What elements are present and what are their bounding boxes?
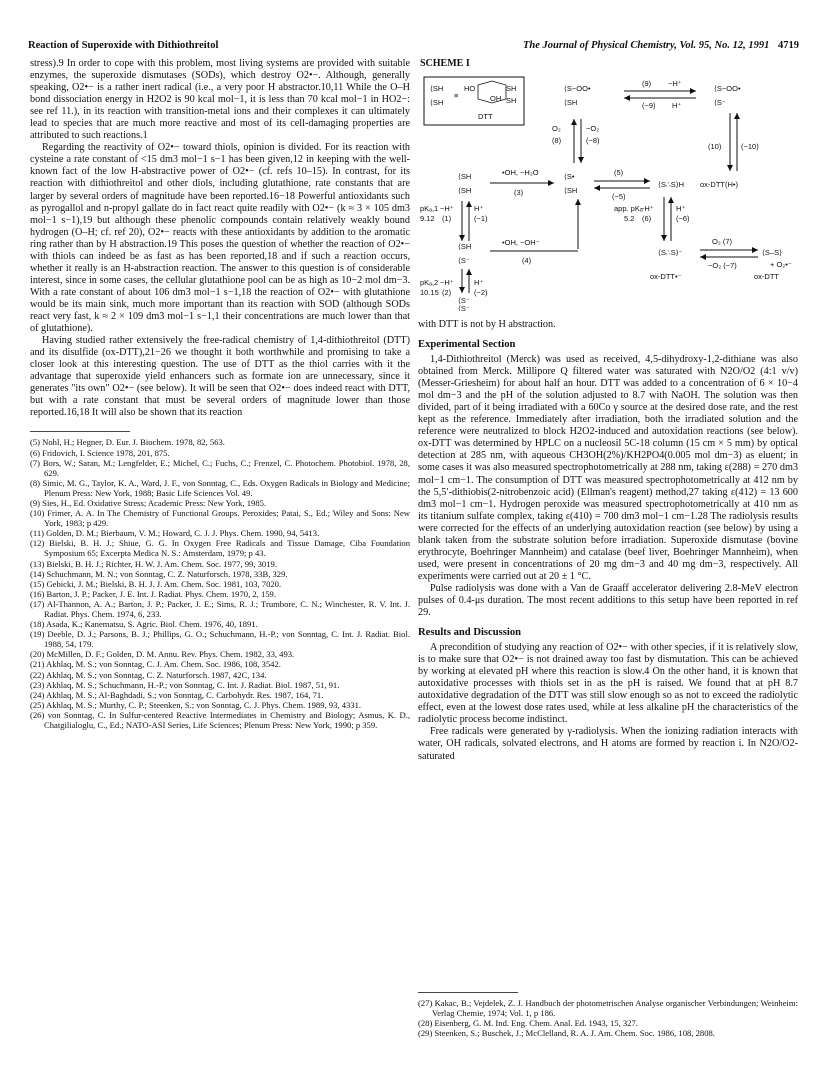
reference-list-right-container [418, 992, 798, 1038]
reference-item: (29) Steenken, S.; Buschek, J.; McClelland, R. A. J. Am. Chem. Soc. 1986, 108, 2808. [418, 1028, 715, 1039]
species-dtt-monoanion-2: ⟨S⁻ [458, 256, 470, 265]
species-oxdtt-h: ⟨S∴S⟩H [658, 180, 685, 189]
svg-text:O₂ (7): O₂ (7) [712, 237, 732, 246]
species-soo-s: ⟨S−OO• [714, 84, 741, 93]
paragraph-scheme-continued: with DTT is not by H abstraction. [418, 319, 556, 330]
reference-item: (10) Frimer, A. A. In The Chemistry of Functional Groups. Peroxides; Patai, S., Ed.; Wiley and Sons: New York, 1983; p 429. [30, 508, 410, 529]
footnote-divider [30, 431, 130, 432]
dtt-ring-sh1: SH [506, 84, 517, 93]
svg-text:(4): (4) [522, 256, 532, 265]
reference-item: (22) Akhlaq, M. S.; von Sonntag, C. Z. Naturforsch. 1987, 42C, 134. [30, 669, 267, 680]
svg-text:−O₂ (−7): −O₂ (−7) [708, 261, 737, 270]
svg-text:(−8): (−8) [586, 136, 600, 145]
svg-text:(−5): (−5) [612, 192, 626, 201]
reference-item: (17) Al-Thannon, A. A.; Barton, J. P.; Packer, J. E.; Sims, R. J.; Trumbore, C. N.; Winchester, R. V. Int. J. Radiat. Phys. Chem. 1974, 6, 233. [30, 598, 410, 619]
svg-text:ox-DTT: ox-DTT [754, 272, 779, 281]
paragraph-experimental-2: Pulse radiolysis was done with a Van de Graaff accelerator delivering 2.8-MeV electron pulses of 0.4-μs duration. The most recent additions to this setup have been reported in ref 29. [418, 582, 798, 619]
svg-text:(−9): (−9) [642, 101, 656, 110]
reference-item: (26) von Sonntag, C. In Sulfur-centered Reactive Intermediates in Chemistry and Biology; Asmus, K. D., Chatgilialoglu, C., Ed.; NATO-ASI Series, Life Sciences; Plenum Press: New York, 1990; p 359. [30, 709, 410, 731]
journal-citation: The Journal of Physical Chemistry, Vol. 95, No. 12, 1991 [522, 40, 770, 51]
reference-item: (5) Nohl, H.; Hegner, D. Eur. J. Biochem. 1978, 82, 563. [30, 437, 225, 448]
species-dtt-neutral: ⟨SH [458, 172, 472, 181]
reference-item: (28) Eisenberg, G. M. Ind. Eng. Chem. Anal. Ed. 1943, 15, 327. [418, 1018, 638, 1029]
species-soo-sh: ⟨S−OO• [564, 84, 591, 93]
svg-text:(1): (1) [442, 214, 452, 223]
dtt-ring-oh: OH [490, 94, 502, 103]
species-soo-sh-2: ⟨SH [564, 98, 578, 107]
reference-item: (15) Gebicki, J. M.; Bielski, B. H. J. J. Am. Chem. Soc. 1981, 103, 7020. [30, 578, 282, 589]
svg-text:app. pKₐ: app. pKₐ [614, 204, 643, 213]
footnote-divider [418, 992, 518, 993]
species-dtt-monoanion: ⟨SH [458, 242, 472, 251]
svg-text:O₂: O₂ [552, 124, 561, 133]
scheme-title: SCHEME I [420, 58, 470, 69]
reference-item: (25) Akhlaq, M. S.; Murthy, C. P.; Steenken, S.; von Sonntag, C. J. Phys. Chem. 1989, 93, 4331. [30, 699, 362, 710]
paragraph-thiol-reactivity: Regarding the reactivity of O2•− toward thiols, opinion is divided. For its reaction with cysteine a rate constant of <15 dm3 mol−1 s−1 has been given,12 in keeping with the well-known fact of the low H-abstractive power of O2•− (cf. refs 10–15). In contrast, for its reaction with dithiothreitol and other diols, including glutathione, rate constants that are larger by several orders of magnitude have been reported.16−18 Powerful antioxidants such as pyrogallol and n-propyl gallate do in fact react quite readily with O2•− (k ≈ 3 × 105 dm3 mol−1 s−1),19 but although these phenolic compounds contain relatively weakly bound hydrogen (O–H; cf. ref 20), O2•− reacts with these antioxidants by addition to the aromatic ring rather than by H abstraction.19 This poses the question of whether the reaction of O2•− with thiols can indeed be as fast as has been reported,18 and if such a reaction occurs, whether it really is an H-abstraction reaction. The answer to this question is of considerable interest, since in some cases, the cellular glutathione pool can be as high as 10−2 mol dm−3. With a rate constant of about 106 dm3 mol−1 s−1,18 the reaction of O2•− with glutathione would be its main sink, much more important than its reaction with SOD (although SODs react very fast, k ≈ 2 × 109 dm3 mol−1 s−1,1 their concentrations are much lower than that of glutathione). [30, 142, 410, 335]
reference-item: (14) Schuchmann, M. N.; von Sonntag, C. Z. Naturforsch. 1978, 33B, 329. [30, 568, 288, 579]
reference-item: (7) Bors, W.; Saran, M.; Lengfelder, E.; Michel, C.; Fuchs, C.; Frenzel, C. Photochem. Photobiol. 1978, 28, 629. [30, 457, 410, 478]
svg-text:pKₐ,2: pKₐ,2 [420, 278, 439, 287]
svg-text:−H⁺: −H⁺ [440, 278, 454, 287]
svg-text:(−10): (−10) [741, 142, 759, 151]
paragraph-intro-continued: stress).9 In order to cope with this problem, most living systems are provided with suitable enzymes, the superoxide dismutases (SODs), which destroy O2•−. Although, generally speaking, O2•− is a rather inert radical (i.e., a very poor H abstractor.10,11 While the O–H bond dissociation energy in H2O2 is 90 kcal mol−1, it is less than 70 kcal mol−1 in HO2−: see ref 11.), in its reaction with transition-metal ions and their complexes it can ultimately lead to species that are much more reactive and most of its cell-damaging properties are attributed to such reactions.1 [30, 58, 410, 142]
svg-text:(−1): (−1) [474, 214, 488, 223]
svg-text:ox-DTT•⁻: ox-DTT•⁻ [650, 272, 682, 281]
reference-item: (12) Bielski, B. H. J.; Shiue, G. G. In Oxygen Free Radicals and Tissue Damage, Ciba Foundation Symposium 65; Excerpta Medica N. S.: Amsterdam, 1979; p 43. [30, 538, 410, 559]
paragraph-dtt-study: Having studied rather extensively the free-radical chemistry of 1,4-dithiothreitol (DTT) and its disulfide (ox-DTT),21−26 we thought it both worthwhile and promising to take a closer look at this interesting question. The use of DTT as the thiol carries with it the advantage that superoxide yield enhancers such as formate ion are unnecessary, since it generates "its own" O2•− (see below). It will be seen that O2•− does indeed react with DTT, but with a rate constant that must be several orders of magnitude lower than those reported.16,18 It will also be shown that its reaction [30, 335, 410, 419]
dtt-sh-bottom: ⟨SH [430, 98, 444, 107]
paragraph-results-1: A precondition of studying any reaction of O2•− with other species, if it is relatively slow, is to make sure that O2•− is not drained away too fast by dismutation. This can be achieved by working at elevated pH where this reaction is slow.4 On the other hand, it is known that autoxidative processes with thiols set in as the pH is raised. We found that at pH 8.7 autoxidative degradation of the DTT was still slow enough so as not to exceed the radiolytic effect, even at the lowest dose rates used, while at less alkaline pH the characteristics of the radiolytic process become indistinct. [418, 642, 798, 726]
svg-text:−O₂: −O₂ [586, 124, 600, 133]
svg-text:(5): (5) [614, 168, 624, 177]
reference-item: (18) Asada, K.; Kanematsu, S. Agric. Biol. Chem. 1976, 40, 1891. [30, 619, 258, 630]
reaction-scheme [418, 71, 798, 311]
species-soo-s-2: ⟨S⁻ [714, 98, 726, 107]
svg-text:(8): (8) [552, 136, 562, 145]
reference-item: (16) Barton, J. P.; Packer, J. E. Int. J. Radiat. Phys. Chem. 1970, 2, 159. [30, 588, 276, 599]
svg-text:•OH, −OH⁻: •OH, −OH⁻ [502, 238, 540, 247]
heading-experimental: Experimental Section [418, 339, 516, 351]
r9-label: (9) [642, 79, 652, 88]
species-thiyl: ⟨S• [564, 172, 575, 181]
reference-item: (11) Golden, D. M.; Bierbaum, V. M.; Howard, C. J. J. Phys. Chem. 1990, 94, 5413. [30, 528, 320, 539]
svg-text:−H⁺: −H⁺ [668, 79, 682, 88]
svg-text:+ O₂•⁻: + O₂•⁻ [770, 260, 792, 269]
svg-text:(10): (10) [708, 142, 722, 151]
svg-text:10.15: 10.15 [420, 288, 439, 297]
svg-text:5.2: 5.2 [624, 214, 635, 223]
svg-text:−H⁺: −H⁺ [440, 204, 454, 213]
species-dtt-dianion-2: ⟨S⁻ [458, 304, 470, 311]
svg-text:(−2): (−2) [474, 288, 488, 297]
svg-text:−H⁺: −H⁺ [640, 204, 654, 213]
dtt-label: DTT [478, 112, 493, 121]
species-dtt-dianion: ⟨S⁻ [458, 296, 470, 305]
dtt-sh-top: ⟨SH [430, 84, 444, 93]
svg-text:•OH, −H₂O: •OH, −H₂O [502, 168, 539, 177]
paragraph-experimental-1: 1,4-Dithiothreitol (Merck) was used as received, 4,5-dihydroxy-1,2-dithiane was also obtained from Merck. Millipore Q filtered water was saturated with N2O/O2 (4:1 v/v) (Messer-Griesheim) for about half an hour. DTT was added to a concentration of 6 × 10−4 mol dm−3 and the pH of the solution adjusted to 8.7 with NaOH. The solution was then divided, part of it being irradiated with a 60Co γ source at the desired dose rate, and the rest kept as the reference. Immediately after irradiation, both the irradiated solution and the reference were neutralized to block H2O2-induced and autoxidation reactions (see below). ox-DTT was determined by HPLC on a nucleosil 5C-18 column (15 cm × 5 mm) by optical detection at 285 nm, with aqueous CH3OH(2%)/KH2PO4(0.005 mol dm−3) as eluent; in some cases it was also measured spectrophotometrically at 288 nm, taking ε(288) = 270 dm3 mol−1 cm−1. The consumption of DTT was measured spectrophotometrically at 412 nm by the 5,5′-dithiobis(2-nitrobenzoic acid) (Ellman's reagent) method,27 taking ε(412) = 13 600 dm3 mol−1 cm−1. Hydrogen peroxide was measured spectrophotometrically at 410 nm as its titanium sulfate complex, taking ε(410) = 700 dm3 mol−1 cm−1.28 The radiolysis results were corrected for the effects of an underlying autoxidation reaction (see below) by using a blank taken from the substrate solution before irradiation. Superoxide dismutase (bovine erythrocyte, Boehringer Mannheim) and catalase (beef liver, Boehringer Mannheim), when used, were present in concentrations of 20 mg dm−3 and 40 mg dm−3, respectively. All experiments were carried out at 20 ± 1 °C. [418, 354, 798, 582]
reference-list-right [418, 998, 798, 1038]
reference-item: (6) Fridovich, I. Science 1978, 201, 875. [30, 447, 170, 458]
paragraph-results-2: Free radicals were generated by γ-radiolysis. When the ionizing radiation interacts with water, OH radicals, solvated electrons, and H atoms are formed by reaction i. In N2O/O2-saturated [418, 726, 798, 762]
right-column [418, 58, 798, 763]
page-number: 4719 [778, 40, 799, 51]
heading-results: Results and Discussion [418, 627, 522, 639]
reference-item: (8) Simic, M. G., Taylor, K. A., Ward, J. F., von Sonntag, C., Eds. Oxygen Radicals in Biology and Medicine; Plenum Press: New York, 1988; Basic Life Sciences Vol. 49. [30, 477, 410, 498]
reference-item: (24) Akhlaq, M. S.; Al-Baghdadi, S.; von Sonntag, C. Carbohydr. Res. 1987, 164, 71. [30, 689, 324, 700]
svg-text:(−6): (−6) [676, 214, 690, 223]
reference-list-left [30, 437, 410, 730]
svg-text:(6): (6) [642, 214, 652, 223]
reference-item: (23) Akhlaq, M. S.; Schuchmann, H.-P.; von Sonntag, C. Int. J. Radiat. Biol. 1987, 51, 91. [30, 679, 340, 690]
species-oxdtt-radical-anion: ⟨S∴S⟩⁻ [658, 248, 683, 257]
reference-item: (21) Akhlaq, M. S.; von Sonntag, C. J. Am. Chem. Soc. 1986, 108, 3542. [30, 659, 281, 670]
left-column [30, 58, 410, 730]
svg-text:9.12: 9.12 [420, 214, 435, 223]
svg-text:(2): (2) [442, 288, 452, 297]
species-oxdtt-ring: ⟨S–S⟩ [762, 248, 783, 257]
reference-item: (27) Kakac, B.; Vejdelek, Z. J. Handbuch der photometrischen Analyse organischer Verbindungen; Weinheim: Verlag Chemie, 1974; Vol. 1, p 186. [418, 998, 798, 1019]
reference-item: (19) Deeble, D. J.; Parsons, B. J.; Phillips, G. O.; Schuchmann, H.-P.; von Sonntag, C. Int. J. Radiat. Biol. 1988, 54, 179. [30, 629, 410, 650]
reference-item: (20) McMillen, D. F.; Golden, D. M. Annu. Rev. Phys. Chem. 1982, 33, 493. [30, 649, 295, 660]
svg-text:H⁺: H⁺ [474, 204, 484, 213]
dtt-ho: HO [464, 84, 476, 93]
running-title: Reaction of Superoxide with Dithiothreitol [28, 40, 219, 51]
dtt-ring-sh2: SH [506, 96, 517, 105]
reference-item: (9) Sies, H., Ed. Oxidative Stress; Academic Press: New York, 1985. [30, 497, 267, 508]
species-dtt-neutral-2: ⟨SH [458, 186, 472, 195]
journal-header [523, 40, 799, 51]
species-thiyl-2: ⟨SH [564, 186, 578, 195]
svg-text:ox-DTT(H•): ox-DTT(H•) [700, 180, 739, 189]
svg-text:(3): (3) [514, 188, 524, 197]
dtt-equiv: ≡ [454, 91, 459, 100]
svg-text:H⁺: H⁺ [672, 101, 682, 110]
svg-text:H⁺: H⁺ [676, 204, 686, 213]
svg-text:pKₐ,1: pKₐ,1 [420, 204, 439, 213]
svg-text:H⁺: H⁺ [474, 278, 484, 287]
reference-item: (13) Bielski, B. H. J.; Richter, H. W. J. Am. Chem. Soc. 1977, 99, 3019. [30, 558, 277, 569]
